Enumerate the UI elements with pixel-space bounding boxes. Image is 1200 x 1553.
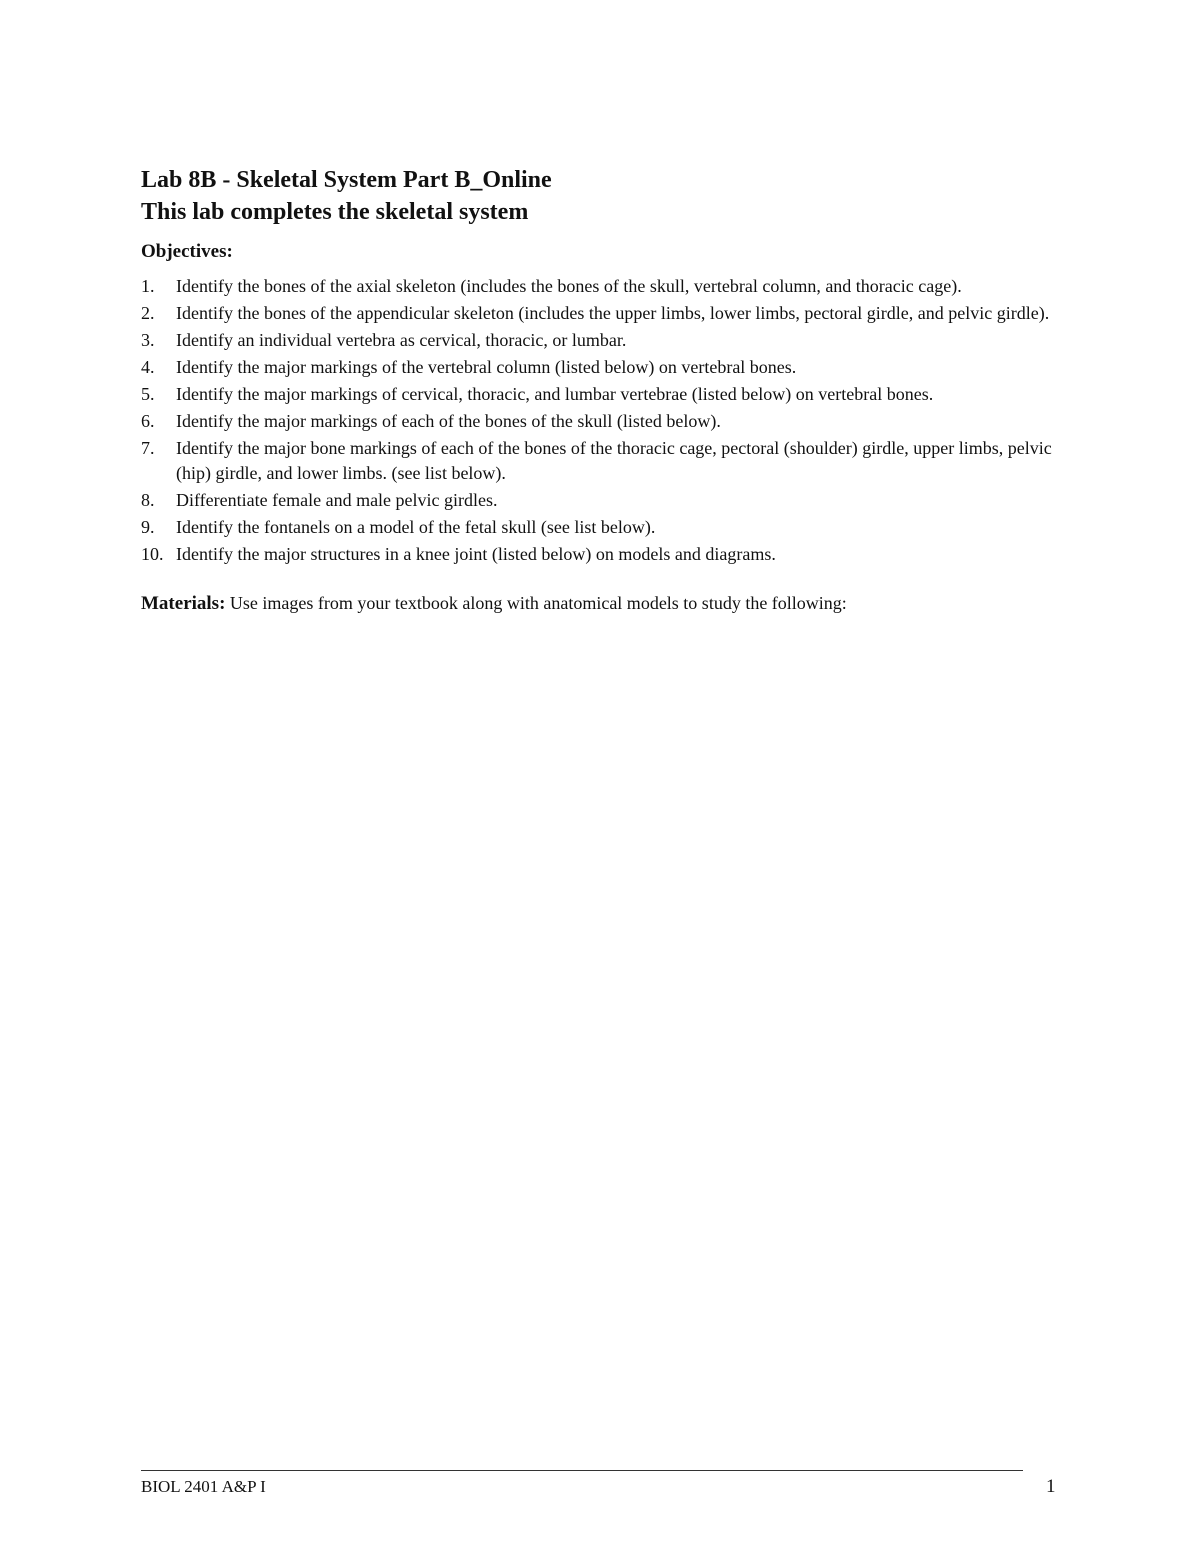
objective-number: 1.	[141, 276, 155, 296]
lab-title: Lab 8B - Skeletal System Part B_Online	[141, 167, 552, 193]
objective-number: 6.	[141, 411, 155, 431]
objective-item	[141, 436, 1061, 486]
objective-item	[141, 355, 1061, 380]
objective-item	[141, 515, 1061, 540]
objective-text: Identify the fontanels on a model of the fetal skull (see list below).	[176, 517, 656, 537]
objective-text: Identify the major markings of the vertebral column (listed below) on vertebral bones.	[176, 357, 797, 377]
objective-item	[141, 382, 1061, 407]
objective-item	[141, 409, 1061, 434]
objective-item	[141, 301, 1061, 326]
objectives-heading: Objectives:	[141, 241, 233, 262]
objective-number: 2.	[141, 303, 155, 323]
objective-text: Identify the major markings of cervical, thoracic, and lumbar vertebrae (listed below) on vertebral bones.	[176, 384, 934, 404]
footer-course: BIOL 2401 A&P I	[141, 1477, 266, 1496]
objective-item	[141, 328, 1061, 353]
page-content	[141, 164, 1061, 616]
objective-number: 7.	[141, 438, 155, 458]
objective-number: 5.	[141, 384, 155, 404]
footer-divider	[141, 1470, 1023, 1471]
objective-text: Identify the bones of the appendicular skeleton (includes the upper limbs, lower limbs, pectoral girdle, and pelvic girdle).	[176, 303, 1050, 323]
objective-text: Identify the bones of the axial skeleton (includes the bones of the skull, vertebral column, and thoracic cage).	[176, 276, 962, 296]
objective-text: Identify the major bone markings of each of the bones of the thoracic cage, pectoral (shoulder) girdle, upper limbs, pelvic (hip) girdle, and lower limbs. (see list below).	[176, 438, 1052, 483]
objective-number: 9.	[141, 517, 155, 537]
objective-item	[141, 542, 1061, 567]
materials-text: Use images from your textbook along with anatomical models to study the following:	[229, 593, 847, 613]
objectives-list	[141, 274, 1061, 567]
objective-text: Identify the major structures in a knee joint (listed below) on models and diagrams.	[176, 544, 776, 564]
objective-number: 4.	[141, 357, 155, 377]
objective-text: Identify the major markings of each of the bones of the skull (listed below).	[176, 411, 721, 431]
footer-page-number: 1	[1046, 1476, 1056, 1497]
objective-item	[141, 488, 1061, 513]
objective-number: 3.	[141, 330, 155, 350]
materials-paragraph	[141, 591, 1061, 616]
objective-number: 8.	[141, 490, 155, 510]
objective-item	[141, 274, 1061, 299]
materials-label: Materials:	[141, 593, 226, 614]
lab-subtitle: This lab completes the skeletal system	[141, 199, 529, 225]
objective-text: Identify an individual vertebra as cervical, thoracic, or lumbar.	[176, 330, 627, 350]
objective-number: 10.	[141, 544, 164, 564]
objective-text: Differentiate female and male pelvic girdles.	[176, 490, 498, 510]
